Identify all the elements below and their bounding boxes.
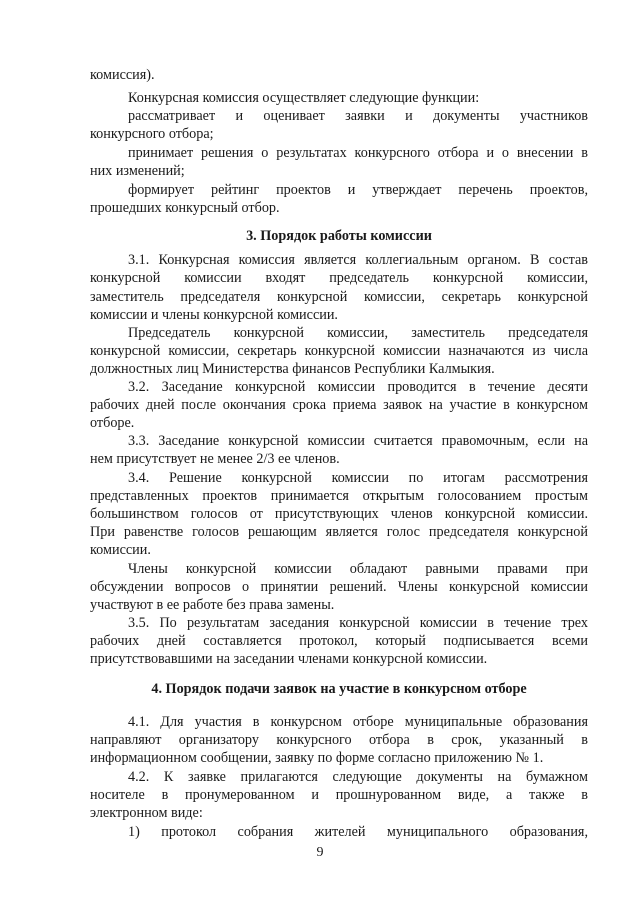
text-line: 4.1. Для участия в конкурсном отборе муниципальные образования [128,714,588,730]
text-line: Члены конкурсной комиссии обладают равными правами при [128,561,588,577]
text-line: присутствовавшими на заседании членами конкурсной комиссии. [90,651,488,667]
text-line: комиссия). [90,67,155,83]
text-line: носителе в пронумерованном и прошнурованном виде, а также в [90,787,588,803]
section-heading: 3. Порядок работы комиссии [246,228,432,244]
text-line: рабочих дней составляется протокол, который подписывается всеми [90,633,588,649]
text-line: обсуждении вопросов о принятии решений. Члены конкурсной комиссии [90,579,588,595]
text-line: принимает решения о результатах конкурсного отбора и о внесении в [128,145,588,161]
text-line: Председатель конкурсной комиссии, заместитель председателя [128,325,588,341]
text-line: заместитель председателя конкурсной комиссии, секретарь конкурсной [90,289,588,305]
text-line: конкурсной комиссии входят председатель конкурсной комиссии, [90,270,588,286]
text-line: Конкурсная комиссия осуществляет следующие функции: [128,90,480,106]
text-line: направляют организатору конкурсного отбора в срок, указанный в [90,732,588,748]
text-line: 3.4. Решение конкурсной комиссии по итогам рассмотрения [128,470,588,486]
text-line: При равенстве голосов решающим является голос председателя конкурсной [90,524,588,540]
text-line: 3.2. Заседание конкурсной комиссии проводится в течение десяти [128,379,588,395]
text-line: рабочих дней после окончания срока приема заявок на участие в конкурсном [90,397,588,413]
text-line: информационном сообщении, заявку по форме согласно приложению № 1. [90,750,544,766]
text-line: отборе. [90,415,135,431]
text-line: нем присутствует не менее 2/3 ее членов. [90,451,340,467]
text-line: электронном виде: [90,805,203,821]
text-line: 3.1. Конкурсная комиссия является коллегиальным органом. В состав [128,252,588,268]
text-line: конкурсной комиссии, секретарь конкурсной комиссии назначаются из числа [90,343,588,359]
text-line: 4.2. К заявке прилагаются следующие документы на бумажном [128,769,588,785]
text-line: участвуют в ее работе без права замены. [90,597,335,613]
page-number: 9 [316,845,324,860]
text-line: представленных проектов принимается открытым голосованием простым [90,488,588,504]
text-line: рассматривает и оценивает заявки и документы участников [128,108,588,124]
text-line: прошедших конкурсный отбор. [90,200,280,216]
text-line: формирует рейтинг проектов и утверждает перечень проектов, [128,182,588,198]
text-line: должностных лиц Министерства финансов Республики Калмыкия. [90,361,495,377]
text-line: них изменений; [90,163,185,179]
text-line: большинством голосов от присутствующих членов конкурсной комиссии. [90,506,588,522]
text-line: комиссии. [90,542,151,558]
section-heading: 4. Порядок подачи заявок на участие в конкурсном отборе [151,681,527,697]
text-line: 3.3. Заседание конкурсной комиссии считается правомочным, если на [128,433,588,449]
text-line: комиссии и члены конкурсной комиссии. [90,307,338,323]
text-line: 1) протокол собрания жителей муниципального образования, [128,824,588,840]
text-line: конкурсного отбора; [90,126,214,142]
text-line: 3.5. По результатам заседания конкурсной комиссии в течение трех [128,615,588,631]
